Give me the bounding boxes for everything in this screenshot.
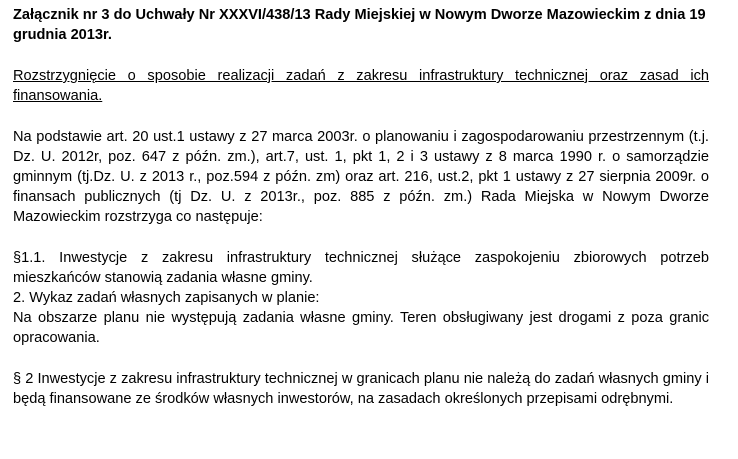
intro-paragraph: Na podstawie art. 20 ust.1 ustawy z 27 marca 2003r. o planowaniu i zagospodarowaniu przestrzennym (t.j. Dz. U. 2012r, poz. 647 z późn. zm.), art.7, ust. 1, pkt 1, 2 i 3 ustawy z 8 marca 1990 r. o samorządzie gminnym (tj.Dz. U. z 2013 r., poz.594 z późn. zm) oraz art. 216, ust.2, pkt 1 ustawy z 27 sierpnia 2009r. o finansach publicznych (tj Dz. U. z 2013r., poz. 885 z późn. zm.) Rada Miejska w Nowym Dworze Mazowieckim rozstrzyga co następuje: bbox=[13, 129, 709, 225]
section-1-2-paragraph: Na obszarze planu nie występują zadania własne gminy. Teren obsługiwany jest drogami z poza granic opracowania. bbox=[13, 310, 709, 346]
section-1-2-heading: 2. Wykaz zadań własnych zapisanych w planie: bbox=[13, 290, 320, 306]
spacer bbox=[13, 227, 709, 248]
spacer bbox=[13, 348, 709, 369]
section-2-paragraph: § 2 Inwestycje z zakresu infrastruktury technicznej w granicach planu nie należą do zadań własnych gminy i będą finansowane ze środków własnych inwestorów, na zasadach określonych przepisami odrębnymi. bbox=[13, 371, 709, 407]
spacer bbox=[13, 106, 709, 127]
document-title: Załącznik nr 3 do Uchwały Nr XXXVI/438/13 Rady Miejskiej w Nowym Dworze Mazowieckim z dnia 19 grudnia 2013r. bbox=[13, 7, 706, 43]
document-subtitle: Rozstrzygnięcie o sposobie realizacji zadań z zakresu infrastruktury technicznej oraz zasad ich finansowania. bbox=[13, 68, 709, 104]
document-page bbox=[13, 5, 709, 409]
section-1-1-paragraph: §1.1. Inwestycje z zakresu infrastruktury technicznej służące zaspokojeniu zbiorowych potrzeb mieszkańców stanowią zadania własne gminy. bbox=[13, 250, 709, 286]
